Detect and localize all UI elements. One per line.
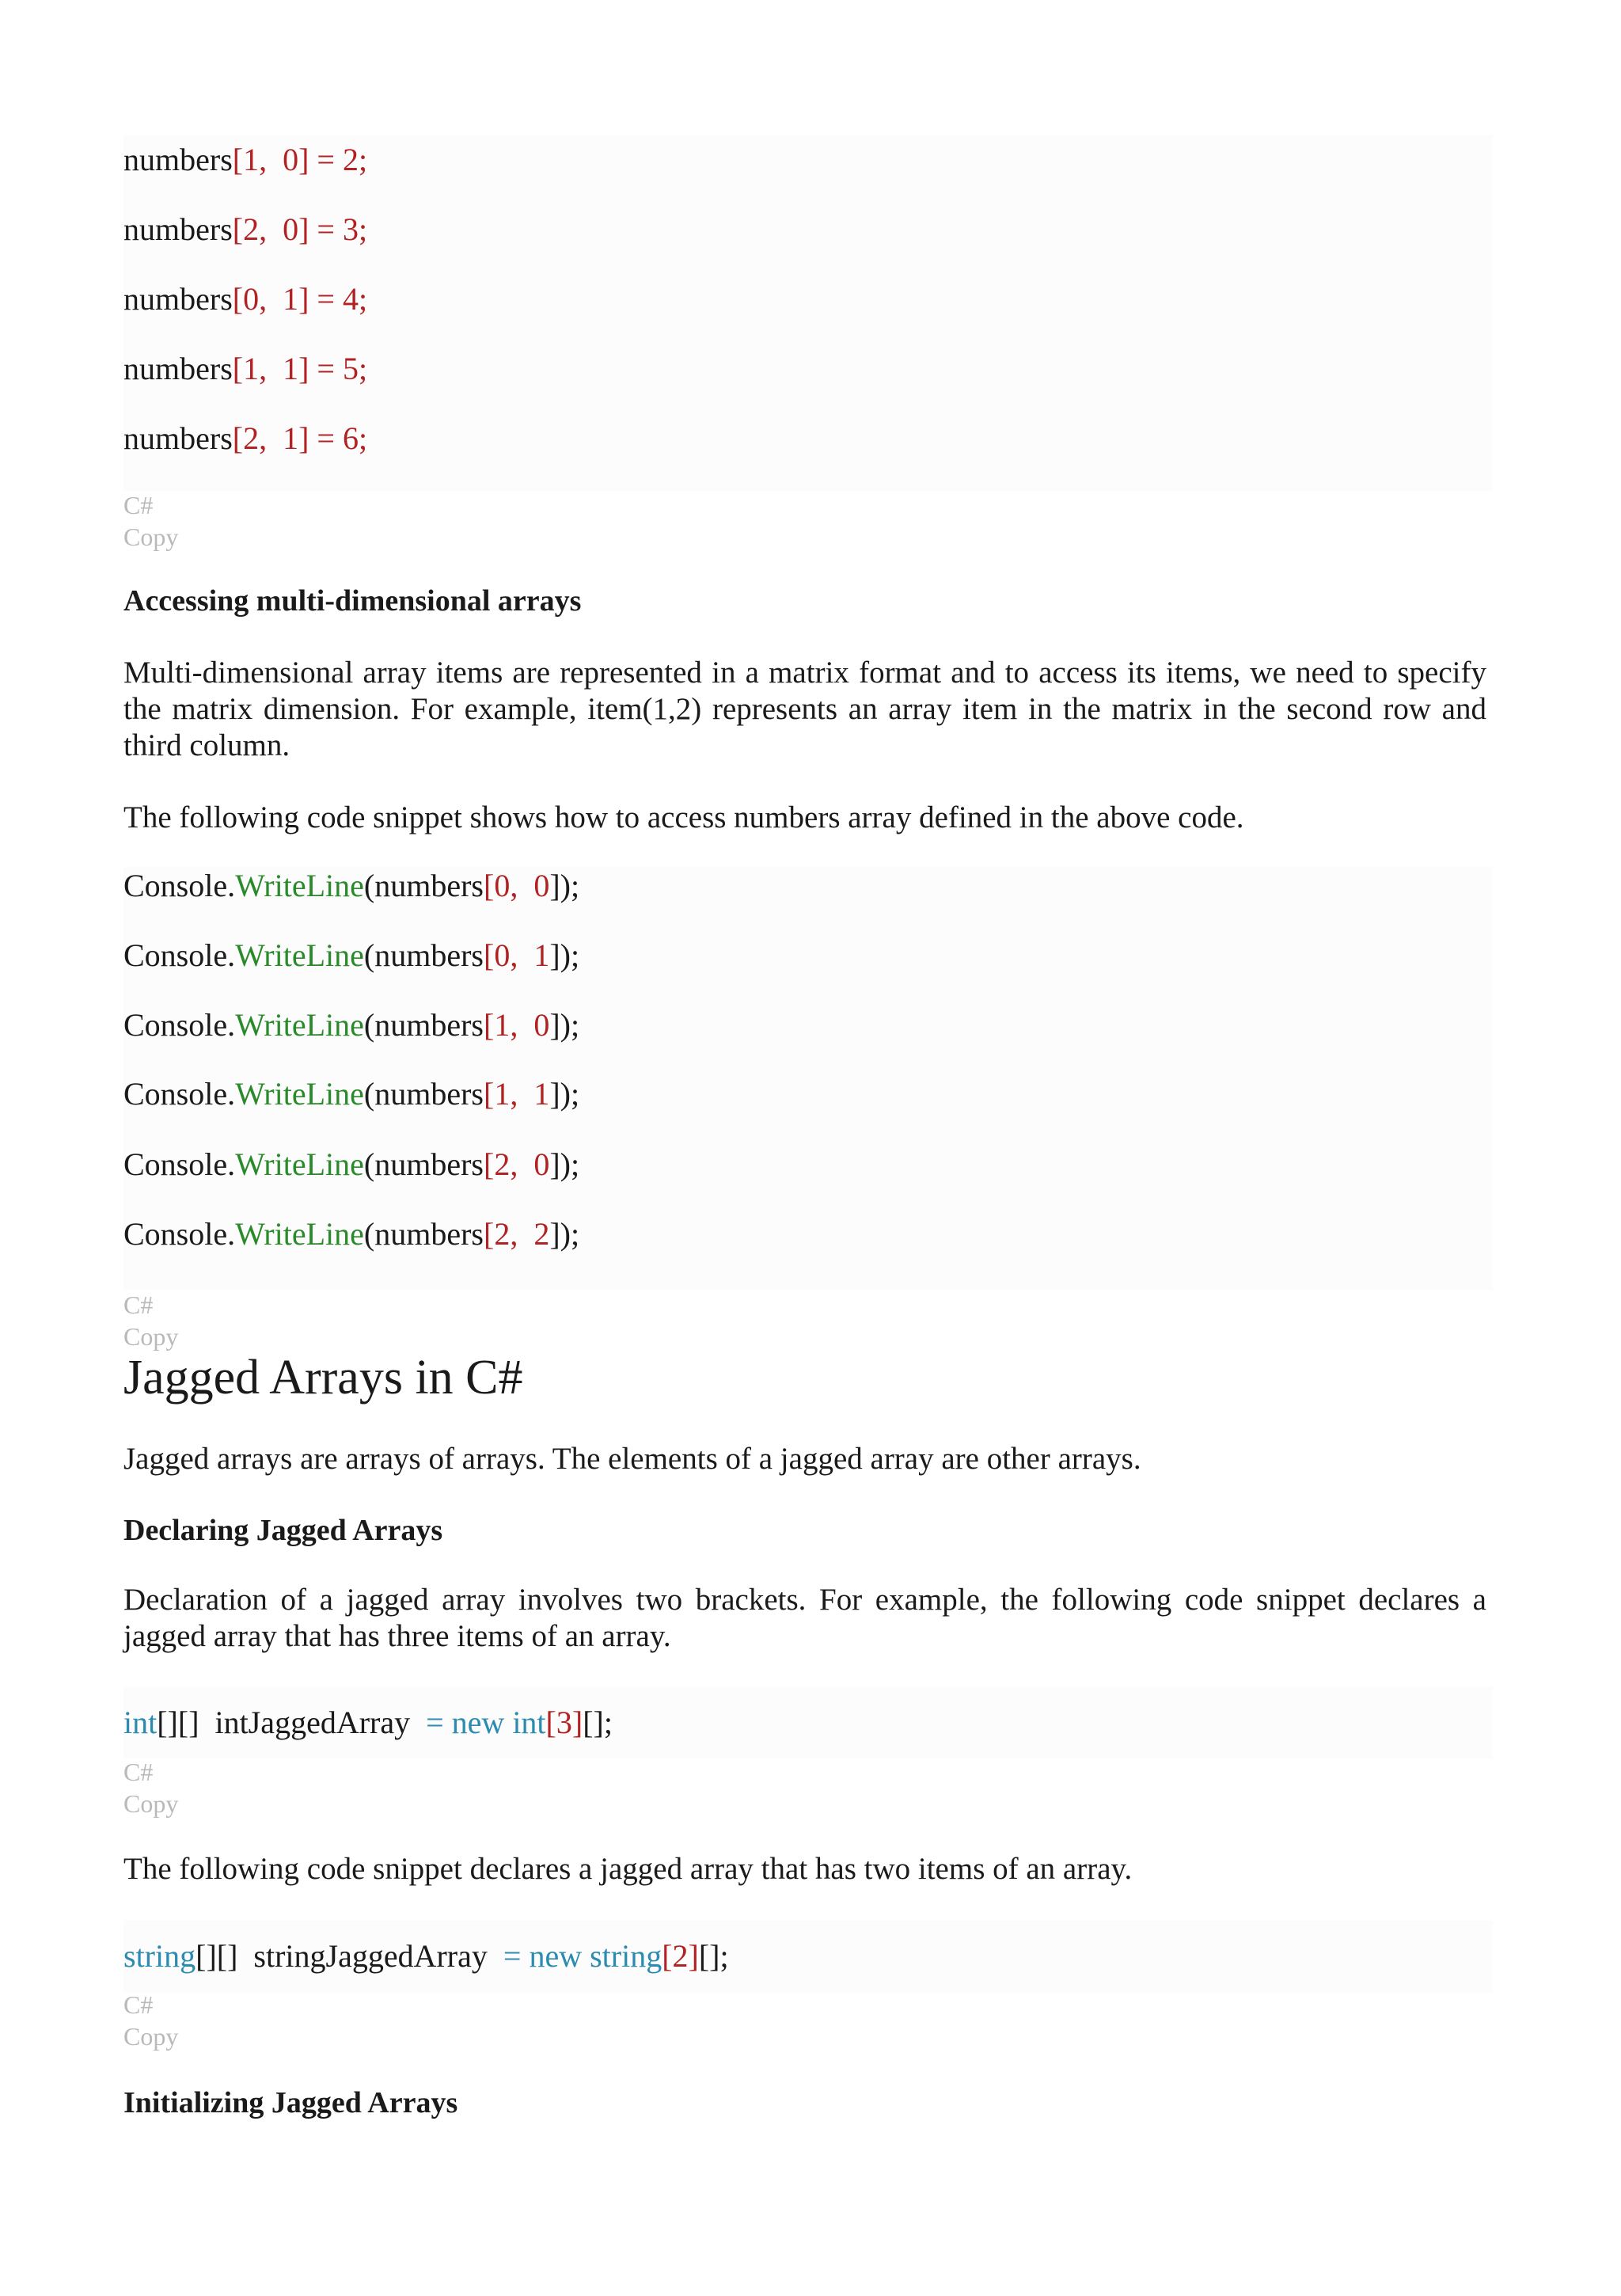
code-line: Console.WriteLine(numbers[2, 2]); <box>123 1216 580 1252</box>
code-line: Console.WriteLine(numbers[1, 0]); <box>123 1007 580 1043</box>
paragraph: Declaration of a jagged array involves two brackets. For example, the following code snippet declares a jagged array that has three items of an array. <box>123 1583 1486 1653</box>
code-line: string[][] stringJaggedArray = new string[2][]; <box>123 1938 729 1974</box>
code-line: Console.WriteLine(numbers[0, 0]); <box>123 868 580 903</box>
copy-button[interactable]: Copy <box>123 1322 179 1351</box>
code-line: Console.WriteLine(numbers[1, 1]); <box>123 1076 580 1112</box>
paragraph: The following code snippet declares a jagged array that has two items of an array. <box>123 1852 1133 1886</box>
section-heading: Accessing multi-dimensional arrays <box>123 584 582 618</box>
code-line: int[][] intJaggedArray = new int[3][]; <box>123 1705 613 1740</box>
code-language-label: C# <box>123 491 154 519</box>
paragraph: Multi-dimensional array items are represented in a matrix format and to access its items, we need to specify the matrix dimension. For example, item(1,2) represents an array item in the matrix in the second row and third column. <box>123 656 1486 762</box>
copy-button[interactable]: Copy <box>123 523 179 551</box>
page-title: Jagged Arrays in C# <box>123 1351 523 1405</box>
code-line: numbers[0, 1] = 4; <box>123 281 368 317</box>
code-line: numbers[2, 0] = 3; <box>123 211 368 247</box>
code-line: numbers[1, 1] = 5; <box>123 351 368 386</box>
paragraph: Jagged arrays are arrays of arrays. The elements of a jagged array are other arrays. <box>123 1442 1141 1476</box>
code-line: Console.WriteLine(numbers[0, 1]); <box>123 937 580 973</box>
section-heading: Initializing Jagged Arrays <box>123 2086 458 2119</box>
paragraph: The following code snippet shows how to access numbers array defined in the above code. <box>123 800 1244 834</box>
code-block-int-jagged <box>123 1686 1493 1759</box>
section-heading: Declaring Jagged Arrays <box>123 1514 443 1547</box>
code-language-label: C# <box>123 1291 154 1319</box>
code-language-label: C# <box>123 1990 154 2019</box>
code-language-label: C# <box>123 1758 154 1786</box>
code-block-string-jagged <box>123 1920 1493 1993</box>
copy-button[interactable]: Copy <box>123 2022 179 2051</box>
code-line: numbers[2, 1] = 6; <box>123 420 368 456</box>
code-block-assignments <box>123 135 1493 491</box>
code-block-console <box>123 867 1493 1291</box>
copy-button[interactable]: Copy <box>123 1789 179 1818</box>
code-line: Console.WriteLine(numbers[2, 0]); <box>123 1146 580 1182</box>
code-line: numbers[1, 0] = 2; <box>123 142 368 177</box>
